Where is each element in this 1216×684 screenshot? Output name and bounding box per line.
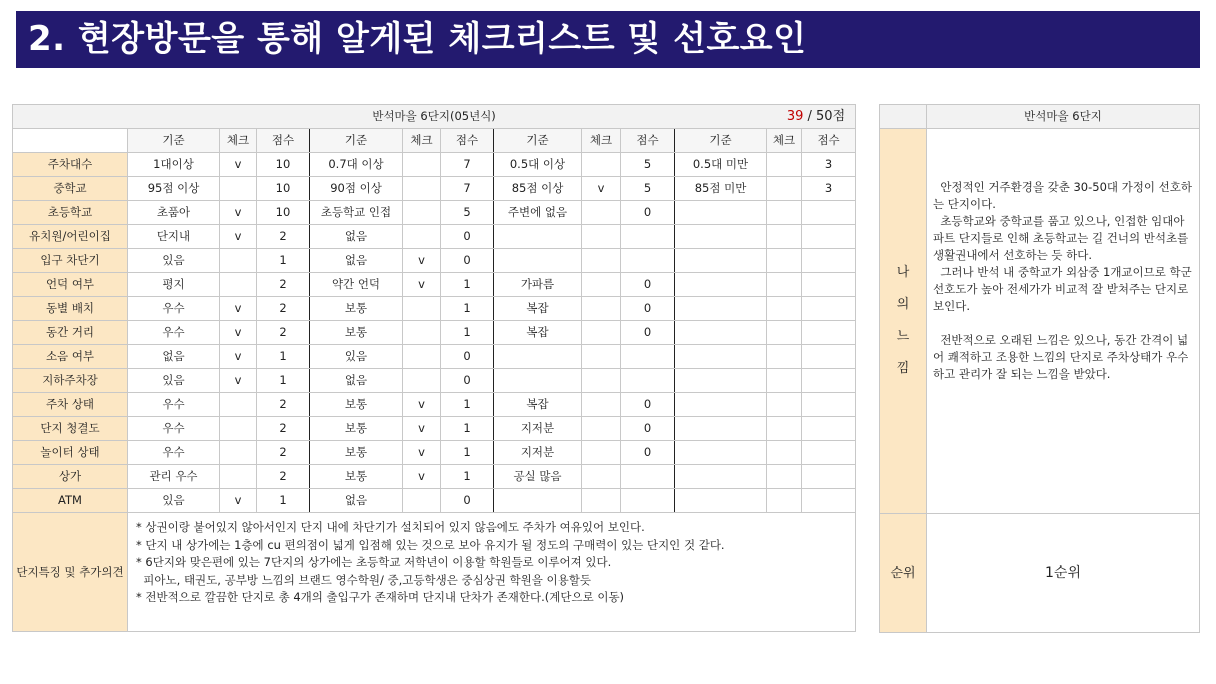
table-cell: v — [403, 273, 441, 297]
table-cell: 주변에 없음 — [494, 201, 582, 225]
table-cell: 우수 — [128, 297, 220, 321]
feel-text — [927, 129, 1200, 514]
table-cell: 1대이상 — [128, 153, 220, 177]
table-cell — [582, 369, 621, 393]
table-cell — [494, 345, 582, 369]
table-cell — [582, 441, 621, 465]
table-cell — [582, 321, 621, 345]
note-line: * 전반적으로 깔끔한 단지로 총 4개의 출입구가 존재하며 단지내 단차가 존재한다.(계단으로 이동) — [136, 590, 625, 604]
table-cell: 5 — [621, 153, 675, 177]
column-header: 기준 — [128, 129, 220, 153]
side-header: 반석마을 6단지 — [927, 105, 1200, 129]
table-cell: 우수 — [128, 417, 220, 441]
table-cell — [802, 441, 856, 465]
table-cell: 0 — [621, 393, 675, 417]
table-cell — [802, 345, 856, 369]
table-cell: 보통 — [310, 417, 403, 441]
table-cell: 2 — [257, 225, 310, 249]
table-cell: 0 — [441, 345, 494, 369]
table-cell: 0.7대 이상 — [310, 153, 403, 177]
table-cell — [494, 369, 582, 393]
table-cell: 없음 — [310, 249, 403, 273]
table-cell: 1 — [257, 369, 310, 393]
table-cell: v — [220, 369, 257, 393]
column-header: 체크 — [220, 129, 257, 153]
table-cell: 관리 우수 — [128, 465, 220, 489]
table-cell: 우수 — [128, 321, 220, 345]
table-cell — [621, 369, 675, 393]
feel-paragraph: 그러나 반석 내 중학교가 외삼중 1개교이므로 학군선호도가 높아 전세가가 비교적 잘 받쳐주는 단지로 보인다. — [933, 265, 1192, 313]
table-cell: 10 — [257, 201, 310, 225]
table-cell — [494, 225, 582, 249]
row-label: 놀이터 상태 — [13, 441, 128, 465]
table-cell — [220, 417, 257, 441]
table-row — [13, 465, 856, 489]
table-cell — [220, 393, 257, 417]
table-cell: 3 — [802, 177, 856, 201]
table-cell — [802, 393, 856, 417]
column-header: 기준 — [494, 129, 582, 153]
table-cell: 복잡 — [494, 321, 582, 345]
row-label: 중학교 — [13, 177, 128, 201]
table-cell: 2 — [257, 441, 310, 465]
table-cell: v — [220, 225, 257, 249]
table-cell — [403, 225, 441, 249]
table-cell — [403, 489, 441, 513]
table-cell — [802, 465, 856, 489]
row-label: 지하주차장 — [13, 369, 128, 393]
row-label: 주차 상태 — [13, 393, 128, 417]
table-cell: 복잡 — [494, 297, 582, 321]
table-cell — [582, 345, 621, 369]
table-cell — [675, 441, 767, 465]
table-cell: v — [403, 441, 441, 465]
table-cell: v — [403, 465, 441, 489]
table-cell: 초등학교 인접 — [310, 201, 403, 225]
table-cell — [767, 441, 802, 465]
row-label: 초등학교 — [13, 201, 128, 225]
table-cell: 있음 — [128, 369, 220, 393]
table-cell: 0 — [621, 201, 675, 225]
table-cell — [582, 153, 621, 177]
table-cell — [621, 249, 675, 273]
table-cell: 공실 많음 — [494, 465, 582, 489]
table-cell — [494, 489, 582, 513]
column-header-row — [13, 129, 856, 153]
table-cell: 우수 — [128, 441, 220, 465]
table-cell: v — [220, 153, 257, 177]
table-row — [13, 369, 856, 393]
column-header: 점수 — [257, 129, 310, 153]
table-cell: 1 — [441, 417, 494, 441]
table-cell — [403, 297, 441, 321]
table-cell — [582, 273, 621, 297]
table-cell — [767, 417, 802, 441]
rank-label: 순위 — [880, 514, 927, 633]
table-cell — [767, 297, 802, 321]
table-cell — [767, 465, 802, 489]
table-cell — [767, 201, 802, 225]
table-cell: 10 — [257, 153, 310, 177]
feel-paragraph: 초등학교와 중학교를 품고 있으나, 인접한 임대아파트 단지들로 인해 초등학교는 길 건너의 반석초를 생활권내에서 선호하는 듯 하다. — [933, 214, 1192, 262]
table-cell — [621, 489, 675, 513]
table-cell: v — [582, 177, 621, 201]
table-cell: 1 — [441, 393, 494, 417]
notes-text — [128, 513, 856, 632]
table-cell: 없음 — [128, 345, 220, 369]
table-cell — [675, 273, 767, 297]
table-row — [13, 297, 856, 321]
table-cell: v — [220, 321, 257, 345]
table-row — [13, 441, 856, 465]
table-cell — [802, 369, 856, 393]
table-cell: 1 — [441, 297, 494, 321]
feel-paragraph: 전반적으로 오래된 느낌은 있으나, 동간 간격이 넓어 쾌적하고 조용한 느낌의 단지로 주차상태가 우수하고 관리가 잘 되는 느낌을 받았다. — [933, 333, 1189, 381]
table-cell — [675, 225, 767, 249]
table-cell: 2 — [257, 465, 310, 489]
table-cell: 1 — [257, 345, 310, 369]
table-cell: v — [403, 249, 441, 273]
table-cell: 3 — [802, 153, 856, 177]
row-label: 상가 — [13, 465, 128, 489]
table-cell — [675, 297, 767, 321]
table-cell: 0 — [621, 441, 675, 465]
table-cell — [582, 297, 621, 321]
row-label: 단지 청결도 — [13, 417, 128, 441]
row-label: 동별 배치 — [13, 297, 128, 321]
table-cell: 1 — [257, 489, 310, 513]
complex-title: 반석마을 6단지(05년식) — [372, 109, 496, 123]
table-cell — [403, 153, 441, 177]
table-row — [13, 321, 856, 345]
note-line: 피아노, 태권도, 공부방 느낌의 브랜드 영수학원/ 중,고등학생은 중심상권 학원을 이용할듯 — [136, 572, 591, 587]
table-cell: 2 — [257, 273, 310, 297]
table-cell — [675, 249, 767, 273]
side-header-blank — [880, 105, 927, 129]
table-cell: 0 — [621, 297, 675, 321]
table-cell — [675, 489, 767, 513]
table-cell: 95점 이상 — [128, 177, 220, 201]
note-line: * 6단지와 맞은편에 있는 7단지의 상가에는 초등학교 저학년이 이용할 학원들로 이루어져 있다. — [136, 555, 612, 569]
table-cell — [802, 273, 856, 297]
table-cell: 5 — [621, 177, 675, 201]
notes-row — [13, 513, 856, 632]
table-cell: 0 — [441, 369, 494, 393]
table-cell: 0 — [441, 225, 494, 249]
table-cell: 0 — [441, 249, 494, 273]
table-cell — [582, 417, 621, 441]
checklist-table — [12, 104, 856, 632]
table-cell — [621, 465, 675, 489]
table-cell — [403, 369, 441, 393]
row-label: 언덕 여부 — [13, 273, 128, 297]
table-cell — [675, 201, 767, 225]
table-cell — [403, 321, 441, 345]
score-total: / 50점 — [807, 109, 846, 124]
table-cell: 85점 미만 — [675, 177, 767, 201]
page-title: 2. 현장방문을 통해 알게된 체크리스트 및 선호요인 — [28, 19, 807, 59]
table-row — [13, 249, 856, 273]
feel-label-char: 느 — [896, 329, 910, 344]
table-cell: 1 — [441, 273, 494, 297]
table-cell — [802, 201, 856, 225]
table-cell — [494, 249, 582, 273]
table-cell — [767, 489, 802, 513]
row-label: 주차대수 — [13, 153, 128, 177]
table-cell — [403, 177, 441, 201]
table-cell: v — [220, 345, 257, 369]
table-cell — [767, 177, 802, 201]
feel-paragraph: 안정적인 거주환경을 갖춘 30-50대 가정이 선호하는 단지이다. — [933, 180, 1192, 211]
rank-value: 1순위 — [927, 514, 1200, 633]
table-cell: 0 — [621, 321, 675, 345]
table-cell — [621, 345, 675, 369]
table-cell: 85점 이상 — [494, 177, 582, 201]
table-cell: 보통 — [310, 321, 403, 345]
impression-table — [879, 104, 1200, 633]
table-row — [13, 393, 856, 417]
column-header: 체크 — [582, 129, 621, 153]
table-cell — [767, 345, 802, 369]
feel-label-char: 의 — [896, 297, 910, 312]
table-row — [13, 273, 856, 297]
table-row — [13, 417, 856, 441]
table-cell — [220, 249, 257, 273]
table-cell — [675, 417, 767, 441]
table-cell: 0 — [621, 417, 675, 441]
table-row — [13, 345, 856, 369]
table-cell — [802, 417, 856, 441]
table-cell — [675, 345, 767, 369]
column-header: 체크 — [403, 129, 441, 153]
table-cell: 없음 — [310, 489, 403, 513]
table-cell: 1 — [441, 465, 494, 489]
table-cell: 7 — [441, 177, 494, 201]
table-cell: 약간 언덕 — [310, 273, 403, 297]
table-row — [13, 201, 856, 225]
total-score — [787, 105, 845, 128]
table-cell — [582, 489, 621, 513]
table-cell — [767, 225, 802, 249]
table-cell — [767, 369, 802, 393]
table-cell — [802, 321, 856, 345]
score-earned: 39 — [786, 109, 804, 124]
table-cell — [767, 249, 802, 273]
table-cell — [767, 153, 802, 177]
table-cell: v — [403, 393, 441, 417]
table-cell — [802, 225, 856, 249]
table-cell — [675, 393, 767, 417]
table-cell: v — [220, 489, 257, 513]
table-cell — [403, 201, 441, 225]
table-cell — [802, 297, 856, 321]
column-header-blank — [13, 129, 128, 153]
feel-label-char: 낌 — [896, 361, 910, 376]
table-cell: 없음 — [310, 369, 403, 393]
table-cell — [582, 393, 621, 417]
table-cell: 평지 — [128, 273, 220, 297]
table-cell: 5 — [441, 201, 494, 225]
table-cell: 90점 이상 — [310, 177, 403, 201]
table-cell: 있음 — [128, 249, 220, 273]
table-cell — [802, 489, 856, 513]
table-cell — [802, 249, 856, 273]
table-row — [13, 489, 856, 513]
table-cell: 단지내 — [128, 225, 220, 249]
table-cell: 초품아 — [128, 201, 220, 225]
column-header: 기준 — [675, 129, 767, 153]
row-label: 동간 거리 — [13, 321, 128, 345]
table-cell — [675, 369, 767, 393]
feel-text-spacer — [933, 137, 1193, 179]
table-cell: 1 — [441, 441, 494, 465]
feel-label-char: 나 — [896, 265, 910, 280]
table-cell: 0 — [441, 489, 494, 513]
table-cell — [220, 465, 257, 489]
row-label: ATM — [13, 489, 128, 513]
table-cell — [582, 201, 621, 225]
table-cell: 보통 — [310, 393, 403, 417]
table-row — [13, 177, 856, 201]
feel-paragraph — [933, 315, 1193, 332]
table-cell — [675, 465, 767, 489]
table-cell: 있음 — [310, 345, 403, 369]
table-title-row — [13, 105, 856, 129]
table-cell — [621, 225, 675, 249]
row-label: 소음 여부 — [13, 345, 128, 369]
table-cell: 2 — [257, 321, 310, 345]
table-cell: 지저분 — [494, 441, 582, 465]
table-cell: 10 — [257, 177, 310, 201]
table-cell — [767, 393, 802, 417]
table-cell — [220, 273, 257, 297]
note-line: * 상권이랑 붙어있지 않아서인지 단지 내에 차단기가 설치되어 있지 않음에도 주차가 여유있어 보인다. — [136, 520, 645, 534]
table-cell: 0.5대 이상 — [494, 153, 582, 177]
table-cell: v — [403, 417, 441, 441]
table-cell: 1 — [441, 321, 494, 345]
table-cell: 지저분 — [494, 417, 582, 441]
table-cell: 우수 — [128, 393, 220, 417]
table-cell — [582, 225, 621, 249]
table-cell: 0.5대 미만 — [675, 153, 767, 177]
row-label: 유치원/어린이집 — [13, 225, 128, 249]
table-row — [13, 153, 856, 177]
column-header: 기준 — [310, 129, 403, 153]
table-cell — [403, 345, 441, 369]
table-cell: 복잡 — [494, 393, 582, 417]
table-cell: 2 — [257, 393, 310, 417]
table-cell: 1 — [257, 249, 310, 273]
column-header: 점수 — [621, 129, 675, 153]
notes-label: 단지특징 및 추가의견 — [13, 513, 128, 632]
table-cell: 보통 — [310, 441, 403, 465]
table-cell: 보통 — [310, 297, 403, 321]
table-cell: 없음 — [310, 225, 403, 249]
table-cell — [675, 321, 767, 345]
column-header: 점수 — [802, 129, 856, 153]
column-header: 체크 — [767, 129, 802, 153]
table-cell: 2 — [257, 417, 310, 441]
table-cell: 가파름 — [494, 273, 582, 297]
table-cell — [220, 441, 257, 465]
table-cell: 0 — [621, 273, 675, 297]
table-cell — [582, 465, 621, 489]
table-cell — [767, 321, 802, 345]
table-cell — [767, 273, 802, 297]
table-cell: 있음 — [128, 489, 220, 513]
table-cell: 보통 — [310, 465, 403, 489]
table-cell: 7 — [441, 153, 494, 177]
column-header: 점수 — [441, 129, 494, 153]
table-cell: 2 — [257, 297, 310, 321]
feel-label — [880, 129, 927, 514]
row-label: 입구 차단기 — [13, 249, 128, 273]
table-row — [13, 225, 856, 249]
table-cell: v — [220, 297, 257, 321]
table-cell: v — [220, 201, 257, 225]
table-cell — [582, 249, 621, 273]
note-line: * 단지 내 상가에는 1층에 cu 편의점이 넓게 입점해 있는 것으로 보아 유지가 될 정도의 구매력이 있는 단지인 것 같다. — [136, 537, 725, 552]
table-cell — [220, 177, 257, 201]
